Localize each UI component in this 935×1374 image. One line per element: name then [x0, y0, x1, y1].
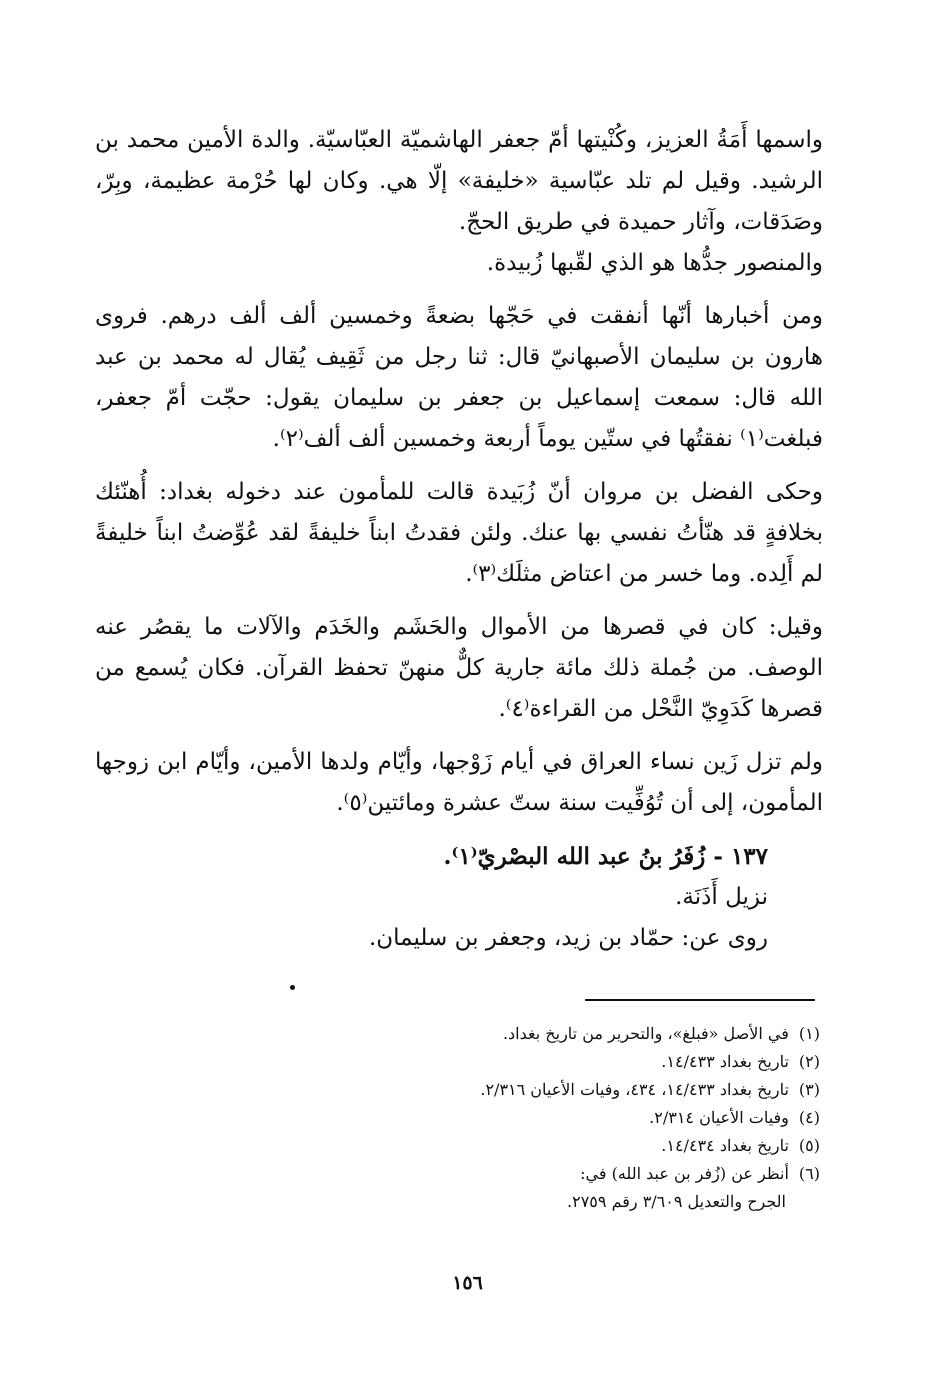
main-text [95, 120, 823, 959]
footnote-text: تاريخ بغداد ١٤/٤٣٣. [661, 1052, 789, 1071]
entry-heading: ١٣٧ - زُفَرُ بنُ عبد الله البصْريّ⁽١⁾. [443, 843, 768, 870]
footnote-continuation: الجرح والتعديل ٣/٦٠٩ رقم ٢٧٥٩. [567, 1192, 786, 1211]
footnotes [260, 1020, 820, 1216]
page-number: ١٥٦ [452, 1272, 483, 1294]
footnote-item [260, 1160, 820, 1188]
footnote-number: (٦) [798, 1164, 820, 1183]
footnote-number: (٣) [798, 1080, 820, 1099]
footnote-number: (٤) [798, 1108, 820, 1127]
entry-residence: نزيل أَذَنَة. [675, 884, 768, 910]
footnote-item [260, 1132, 820, 1160]
paragraph-zubayda-title: والمنصور جدُّها هو الذي لقّبها زُبيدة. [486, 250, 823, 276]
paragraph-zubayda-name: واسمها أَمَةُ العزيز، وكُنْيتها أمّ جعفر الهاشميّة العبّاسيّة. والدة الأمين محمد بن الرشيد. وقيل لم تلد عبّاسية «خليفة» إلّا هي. وكان لها حُرْمة عظيمة، وبِرّ، وصَدَقات، وآثار حميدة في طريق الحجّ. [95, 127, 823, 235]
footnote-text: تاريخ بغداد ١٤/٤٣٤. [661, 1136, 789, 1155]
stray-dot [290, 985, 295, 990]
footnote-text: أنظر عن (زُفر بن عبد الله) في: [580, 1164, 789, 1183]
entry-narrated-from: روى عن: حمّاد بن زيد، وجعفر بن سليمان. [368, 925, 768, 951]
footnote-item [260, 1048, 820, 1076]
paragraph-hajj-expenses: ومن أخبارها أنّها أنفقت في حَجّها بضعةً وخمسين ألف ألف درهم. فروى هارون بن سليمان الأصبهانيّ قال: ثنا رجل من ثَقِيف يُقال له محمد بن عبد الله قال: سمعت إسماعيل بن جعفر بن سليمان يقول: حجّت أمّ جعفر، فبلغت⁽١⁾ نفقتُها في ستّين يوماً أربعة وخمسين ألف ألف⁽٢⁾. [95, 303, 823, 452]
footnote-text: وفيات الأعيان ٢/٣١٤. [649, 1108, 789, 1127]
paragraph-congratulation: وحكى الفضل بن مروان أنّ زُبَيدة قالت للمأمون عند دخوله بغداد: أُهنّئك بخلافةٍ قد هنّأتُ نفسي بها عنك. ولئن فقدتُ ابناً خليفةً لقد عُوِّضتُ ابناً خليفةً لم أَلِده. وما خسر من اعتاض مثلَك⁽٣⁾. [95, 479, 823, 587]
footnote-item [260, 1020, 820, 1048]
footnote-separator [585, 999, 815, 1001]
paragraph-palace: وقيل: كان في قصرها من الأموال والحَشَم والخَدَم والآلات ما يقصُر عنه الوصف. من جُملة ذلك مائة جارية كلٌّ منهنّ تحفظ القرآن. فكان يُسمع من قصرها كَدَوِيّ النَّحْل من القراءة⁽٤⁾. [95, 614, 823, 722]
biography-entry [95, 836, 823, 959]
footnote-number: (٥) [798, 1136, 820, 1155]
footnote-number: (١) [798, 1024, 820, 1043]
footnote-text: تاريخ بغداد ١٤/٤٣٣، ٤٣٤، وفيات الأعيان ٢/٣١٦. [480, 1080, 789, 1099]
paragraph-death: ولم تزل زَين نساء العراق في أيام زَوْجها، وأيّام ولدها الأمين، وأيّام ابن زوجها المأمون، إلى أن تُوُفِّيت سنة ستّ عشرة ومائتين⁽٥⁾. [95, 749, 823, 816]
footnote-text: في الأصل «فبلغ»، والتحرير من تاريخ بغداد. [502, 1024, 789, 1043]
footnote-number: (٢) [798, 1052, 820, 1071]
footnote-item [260, 1104, 820, 1132]
footnote-item [260, 1076, 820, 1104]
